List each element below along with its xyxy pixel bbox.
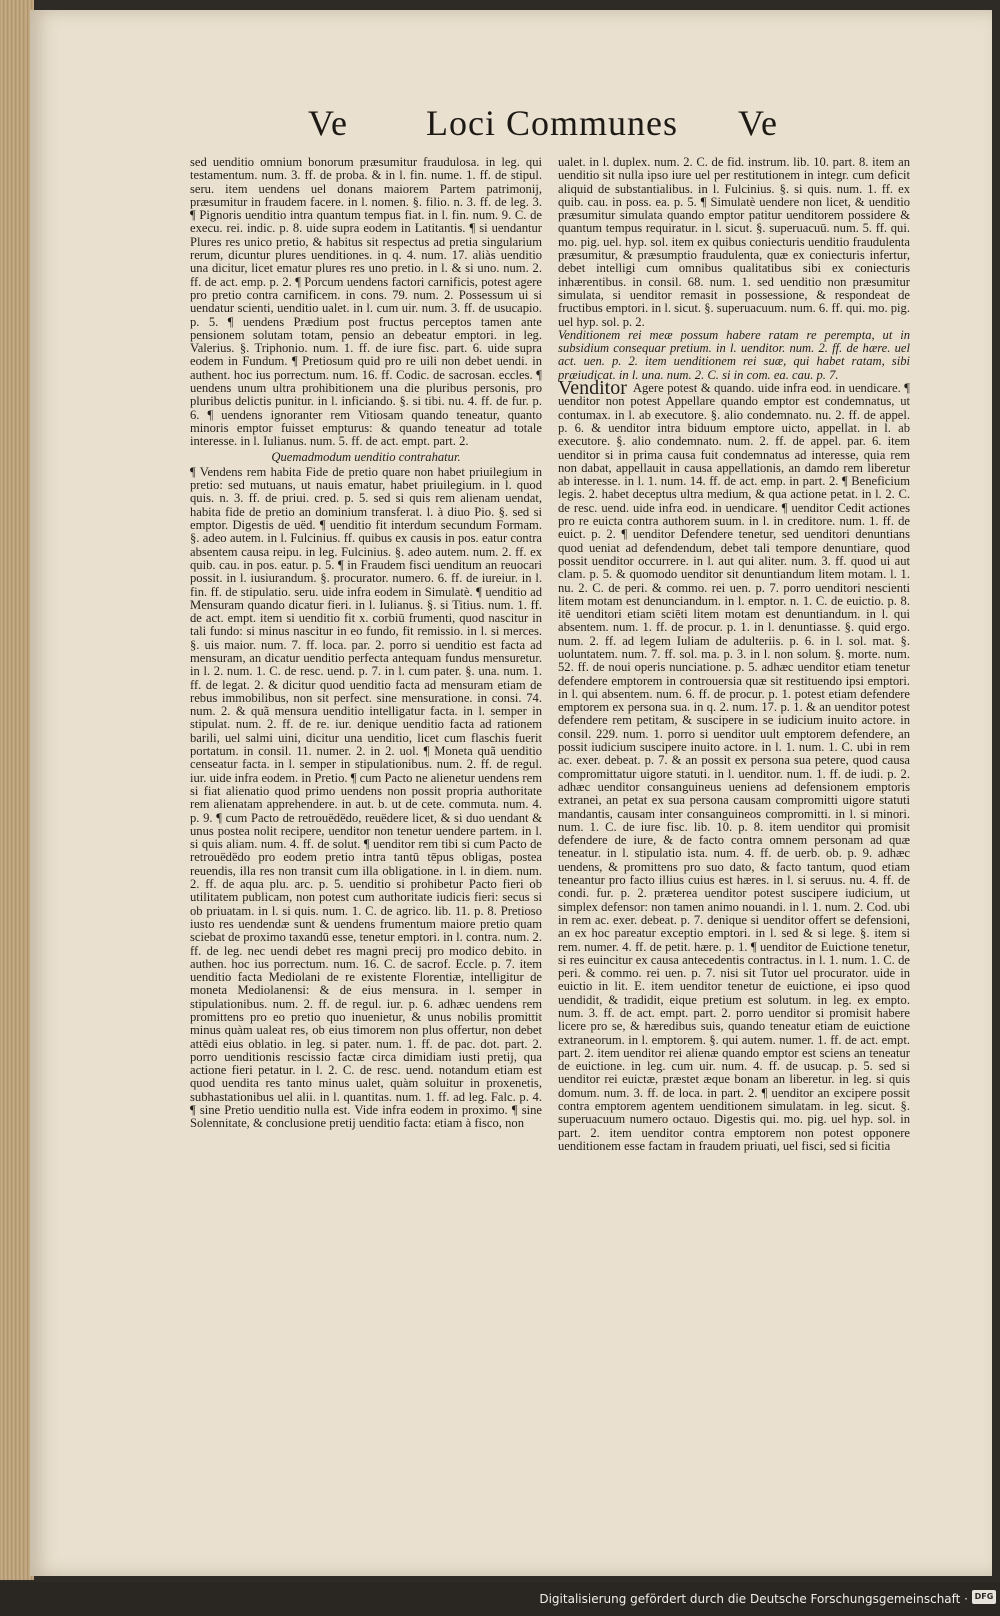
left-paragraph-1: sed uenditio omnium bonorum præsumitur fraudulosa. in leg. qui testamentum. num. 3. ff. de proba. & in l. fin. nume. 1. ff. de stipul. seru. item uendens uel donans maiorem Partem patrimonij, præsumitur in fraudem facere. in l. nomen. §. filio. n. 3. ff. de leg. 3. ¶ Pignoris uenditio intra quantum tempus fiat. in l. fin. num. 9. C. de execu. rei. indic. p. 8. uide supra eodem in Latitantis. ¶ si uendantur Plures res unico pretio, & habitus sit respectus ad pretia singularium rerum, dicuntur plures uenditiones. in q. 4. num. 17. aliàs uenditio una dicitur, licet ematur plures res uno pretio. in l. & si uno. num. 2. ff. de act. emp. p. 2. ¶ Porcum uendens factori carnificis, potest agere pro pretio contra carnificem. in cons. 79. num. 2. Possessum ui si uendatur scienti, uenditio ualet. in l. cum uir. num. 3. ff. de usucapio. p. 5. ¶ uendens Prædium post fructus perceptos tamen ante pensionem solutam totam, pensio an debeatur emptori. in leg. Valerius. §. Triphonio. num. 1. ff. de iure fisc. part. 6. uide supra eodem in Fundum. ¶ Pretiosum quid pro re uili non debet uendi. in authent. hoc ius porrectum. num. 16. ff. Codic. de sacrosan. eccles. ¶ uendens unum ultra prohibitionem una die pluribus personis, pro pluribus delictis punitur. in l. inficiando. §. si tibi. nu. 4. ff. de fur. p. 6. ¶ uendens ignoranter rem Vitiosam quando teneatur, quanto minoris emptor fuisset empturus: & quando teneatur ad totale interesse. in l. Iulianus. num. 5. ff. de act. empt. part. 2.: [190, 156, 542, 449]
funding-credit: Digitalisierung gefördert durch die Deutsche Forschungsgemeinschaft ·: [539, 1592, 968, 1606]
right-paragraph-3: [558, 377, 910, 1153]
lead-word-venditor: Venditor: [558, 377, 627, 400]
left-subheading: Quemadmodum uenditio contrahatur.: [271, 449, 461, 464]
right-paragraph-1: ualet. in l. duplex. num. 2. C. de fid. instrum. lib. 10. part. 8. item an uenditio sit nulla ipso iure uel per restitutionem in integr. cum deficit aliquid de substantialibus. in l. Fulcinius. §. si quis. num. 1. ff. ex quib. cau. in poss. ea. p. 5. ¶ Simulatè uendere non licet, & uenditio præsumitur simulata quando emptor patitur uenditorem possidere & quantum tempus requiratur. in l. sicut. §. superuacuū. num. 5. ff. qui. mo. pig. uel. hyp. sol. item ex quibus coniecturis uenditio fraudulenta præsumitur, & præsumptio fraudulenta, quæ ex coniecturis infertur, debet intelligi cum omnibus qualitatibus sibi ex coniecturis inhærentibus. in consil. 68. num. 1. sed uenditio non præsumitur simulata, si uenditor remasit in possessione, & respondeat de fructibus emptori. in l. sicut. §. superuacuum. num. 6. ff. qui. mo. pig. uel hyp. sol. p. 2.: [558, 156, 910, 329]
right-column: [558, 156, 910, 1280]
book-page-edges: [0, 0, 34, 1580]
right-paragraph-3-text: Agere potest & quando. uide infra eod. in uendicare. ¶ uenditor non potest Appellare quando emptor est condemnatus, ut contumax. in l. ab executore. §. alio condemnato. nu. 2. ff. de appel. p. 6. & uenditor intra biduum emptore uicto, appellat. in l. ab executore. §. alio condemnato. num. 2. ff. de appel. par. 6. item uenditor si in prima causa fuit condemnatus ad interesse, quia rem non dabat, appellauit in causa appellationis, an damdo rem liberetur ab interesse. in l. 1. num. 14. ff. de act. emp. in part. 2. ¶ Beneficium legis. 2. habet deceptus ultra medium, & qua actione petat. in l. 2. C. de resc. uend. uide infra eod. in uendicare. ¶ uenditor Cedit actiones pro re euicta contra authorem suum. in l. in creditore. num. 1. ff. de euict. p. 2. ¶ uenditor Defendere tenetur, sed uenditori denuntians quod ueniat ad defendendum, debet tali tempore denuntiare, quod possit uenditor occurrere. in l. aut qui aliter. num. 3. ff. quod ui aut clam. p. 5. & quomodo uenditor sit denuntiandum litem motam. l. 1. nu. 2. C. de peri. & commo. rei uen. p. 7. porro uenditori nescienti litem motam est denunciandum. in l. emptor. n. 1. C. de euictio. p. 8. itē uenditori etiam sciēti litem motam est denuntiandum. in l. qui absentem. num. 1. ff. de procur. p. 1. in l. denuntiasse. §. quid ergo. num. 2. ff. ad legem Iuliam de adulteriis. p. 6. in l. sol. mat. §. uoluntatem. num. 7. ff. sol. ma. p. 3. in l. non solum. §. morte. num. 52. ff. de noui operis nunciatione. p. 5. adhæc uenditor etiam tenetur defendere emptorem in controuersia quæ sit restituendo ipsi emptori. in l. qui absentem. num. 6. ff. de procur. p. 1. potest etiam defendere emptorem ex persona sua. in q. 2. num. 17. p. 1. & an uenditor potest defendere rem petitam, & suscipere in se iudicium inuito actore. in consil. 229. num. 1. porro si uenditor uult emptorem defendere, an possit iudicium suscipere inuito actore. in l. 1. num. 1. C. ubi in rem ac. exer. debeat. p. 7. & an possit ex persona sua petere, quod causa compromittatur uigore statuti. in l. uenditor. num. 1. ff. de iudi. p. 2. adhæc uenditor consanguineus ueniens ad defensionem emptoris extranei, an petat ex sua persona causam compromitti uigore statuti mandantis, causam inter consanguineos compromitti. in l. si minori. num. 1. C. de iure fisc. lib. 10. p. 8. item uenditor qui promisit defendere de iure, & de facto contra omnem personam ad quæ teneatur. in l. stipulatio ista. num. 4. ff. de uerb. ob. p. 9. adhæc uendens, & promittens pro suo dato, & facto tantum, quod etiam teneantur pro facto illius cuius est hæres. in l. si seruus. nu. 4. ff. de condi. fur. p. 2. præterea uenditor potest suscipere iudicium, ut simplex defensor: non tamen animo nouandi. in l. 1. num. 2. Cod. ubi in rem ac. exer. debeat. p. 7. denique si uenditor offert se defensioni, an ex hoc pareatur exceptio emptori. in l. sed & si lege. §. item si rem. numer. 4. ff. de petit. hære. p. 1. ¶ uenditor de Euictione tenetur, si res euincitur ex causa antecedentis contractus. in l. 1. num. 1. C. de peri. & commo. rei uen. p. 7. nisi sit Tutor uel procurator. uide in euictio in lit. E. item uenditor tenetur de euictione, ei ipso quod uendidit, & tradidit, eique pretium est solutum. in leg. ex empto. num. 3. ff. de act. empt. part. 2. porro uenditor si promisit habere licere pro se, & hæredibus suis, quando teneatur etiam de euictione extraneorum. in l. emptorem. §. qui autem. numer. 1. ff. de act. empt. part. 2. item uenditor rei alienæ quando emptor est sciens an teneatur de euictione. in leg. cum uir. num. 4. ff. de usucap. p. 5. sed si uenditor rei euictæ, præstet æque bonam an liberetur. in leg. si quis domum. num. 3. ff. de loca. in part. 2. ¶ uenditor an excipere possit contra emptorem agentem uenditionem simulatam. in leg. sicut. §. superuacuum numero octauo. Digestis qui. mo. pig. uel hyp. sol. in part. 2. item uenditor contra emptorem non potest opponere uenditionem esse factam in fraudem priuati, uel fisci, sed si ficitia: [558, 381, 910, 1153]
book-page: [30, 10, 992, 1576]
header-left: Ve: [308, 103, 348, 143]
header-right: Ve: [738, 103, 778, 143]
running-header: [30, 102, 992, 152]
left-column: [190, 156, 542, 1280]
right-paragraph-2: Venditionem rei meæ possum habere ratam re perempta, ut in subsidium consequar pretium. in l. uenditor. num. 2. ff. de hære. uel act. uen. p. 2. item uenditionem rei suæ, qui habet ratam, sibi præiudicat. in l. una. num. 2. C. si in com. ea. cau. p. 7.: [558, 327, 910, 382]
header-title: Loci Communes: [426, 103, 678, 143]
left-paragraph-2: ¶ Vendens rem habita Fide de pretio quare non habet priuilegium in pretio: sed mutuans, ut nauis ematur, habet priuilegium. in l. quod quis. n. 3. ff. de priui. cred. p. 5. sed si quis rem alienam uendat, habita fide de pretio an dominium transferat. l. à diuo Pio. §. sed si emptor. Digestis de uëd. ¶ uenditio fit interdum secundum Formam. §. adeo autem. in l. Fulcinius. ff. quibus ex causis in pos. eatur contra absentem causa reipu. in leg. Fulcinius. §. adeo autem. num. 2. ff. ex quib. cau. in pos. eatur. p. 5. ¶ in Fraudem fisci uenditum an reuocari possit. in l. iusiurandum. §. procurator. numero. 6. ff. de iureiur. in l. fin. ff. de stipulatio. seru. uide infra eodem in Simulatè. ¶ uenditio ad Mensuram quando dicatur fieri. in l. Iulianus. §. si Titius. num. 1. ff. de act. empt. item si uenditio fit x. corbiū frumenti, quod nascitur in tali fundo: si minus nascitur in eo fundo, fit remissio. in l. si merces. §. uis maior. num. 7. ff. loca. par. 2. porro si uenditio est facta ad mensuram, an dicatur uenditio perfecta antequam fundus mensuretur. in l. 2. num. 1. C. de resc. uend. p. 7. in l. cum pater. §. una. num. 1. ff. de legat. 2. & dicitur quod uenditio facta ad mensuram etiam de rebus immobilibus, non sit perfect. sine mensuratione. in consi. 74. num. 2. & quã mensura uenditio intelligatur facta. in l. semper in stipulat. num. 2. ff. de re. iur. denique uenditio facta ad rationem barili, uel salmi uini, dicitur una uenditio, licet cum flaschis fuerit portatum. in consil. 11. numer. 2. in 2. uol. ¶ Moneta quã uenditio censeatur facta. in l. semper in stipulationibus. num. 2. ff. de regul. iur. uide infra eodem. in Pretio. ¶ cum Pacto ne alienetur uendens rem si fiat alienatio quod primo uendens non possit propria authoritate rem alienatam apprehendere. in aut. b. ut de cete. commuta. num. 4. p. 9. ¶ cum Pacto de retrouëdëdo, reuëdere licet, & si duo uendant & unus postea nolit recipere, uenditor non tenetur uendere partem. in l. si quis aliam. num. 4. ff. de solut. ¶ uenditor rem tibi si cum Pacto de retrouëdëdo pro eodem pretio intra tantū tēpus obligas, postea reuendis, illa res non transit cum illa obligatione. in l. in diem. num. 2. ff. de aqua plu. arc. p. 5. uenditio si prohibetur Pacto fieri ob utilitatem publicam, non potest cum authoritate iudicis fieri: secus si ob priuatam. in l. si quis. num. 1. C. de agrico. lib. 11. p. 8. Pretioso iusto res uendendæ sunt & uendens frumentum maiore pretio quam sciebat de proximo taxandū esse, tenetur emptori. in l. contra. num. 2. ff. de leg. nec uendi debet res magni precij pro modico debito. in authen. hoc ius porrectum. num. 16. C. de sacrof. Eccle. p. 7. item uenditio facta Mediolani de re existente Florentiæ, intelligitur de moneta Mediolanensi: & de eius mensura. in l. semper in stipulationibus. num. 2. ff. de regul. iur. p. 6. adhæc uendens rem promittens pro eo pretio quo inuenietur, & unus nobilis promittit minus quàm ualeat res, ob eius timorem non plus offertur, non debet attēdi eius oblatio. in leg. si pater. num. 1. ff. de pac. dot. part. 2. porro uenditionis rescissio factæ circa dimidiam iusti pretij, qua actione fieri petatur. in l. 2. C. de resc. uend. notandum etiam est quod uendita res tanto minus ualet, quàm soluitur in proxenetis, subhastationibus uel alii. in l. quantitas. num. 1. ff. ad leg. Falc. p. 4. ¶ sine Pretio uenditio nulla est. Vide infra eodem in proximo. ¶ sine Solennitate, & conclusione pretij uenditio facta: etiam à fisco, non: [190, 464, 542, 1131]
dfg-logo: DFG: [972, 1590, 996, 1604]
